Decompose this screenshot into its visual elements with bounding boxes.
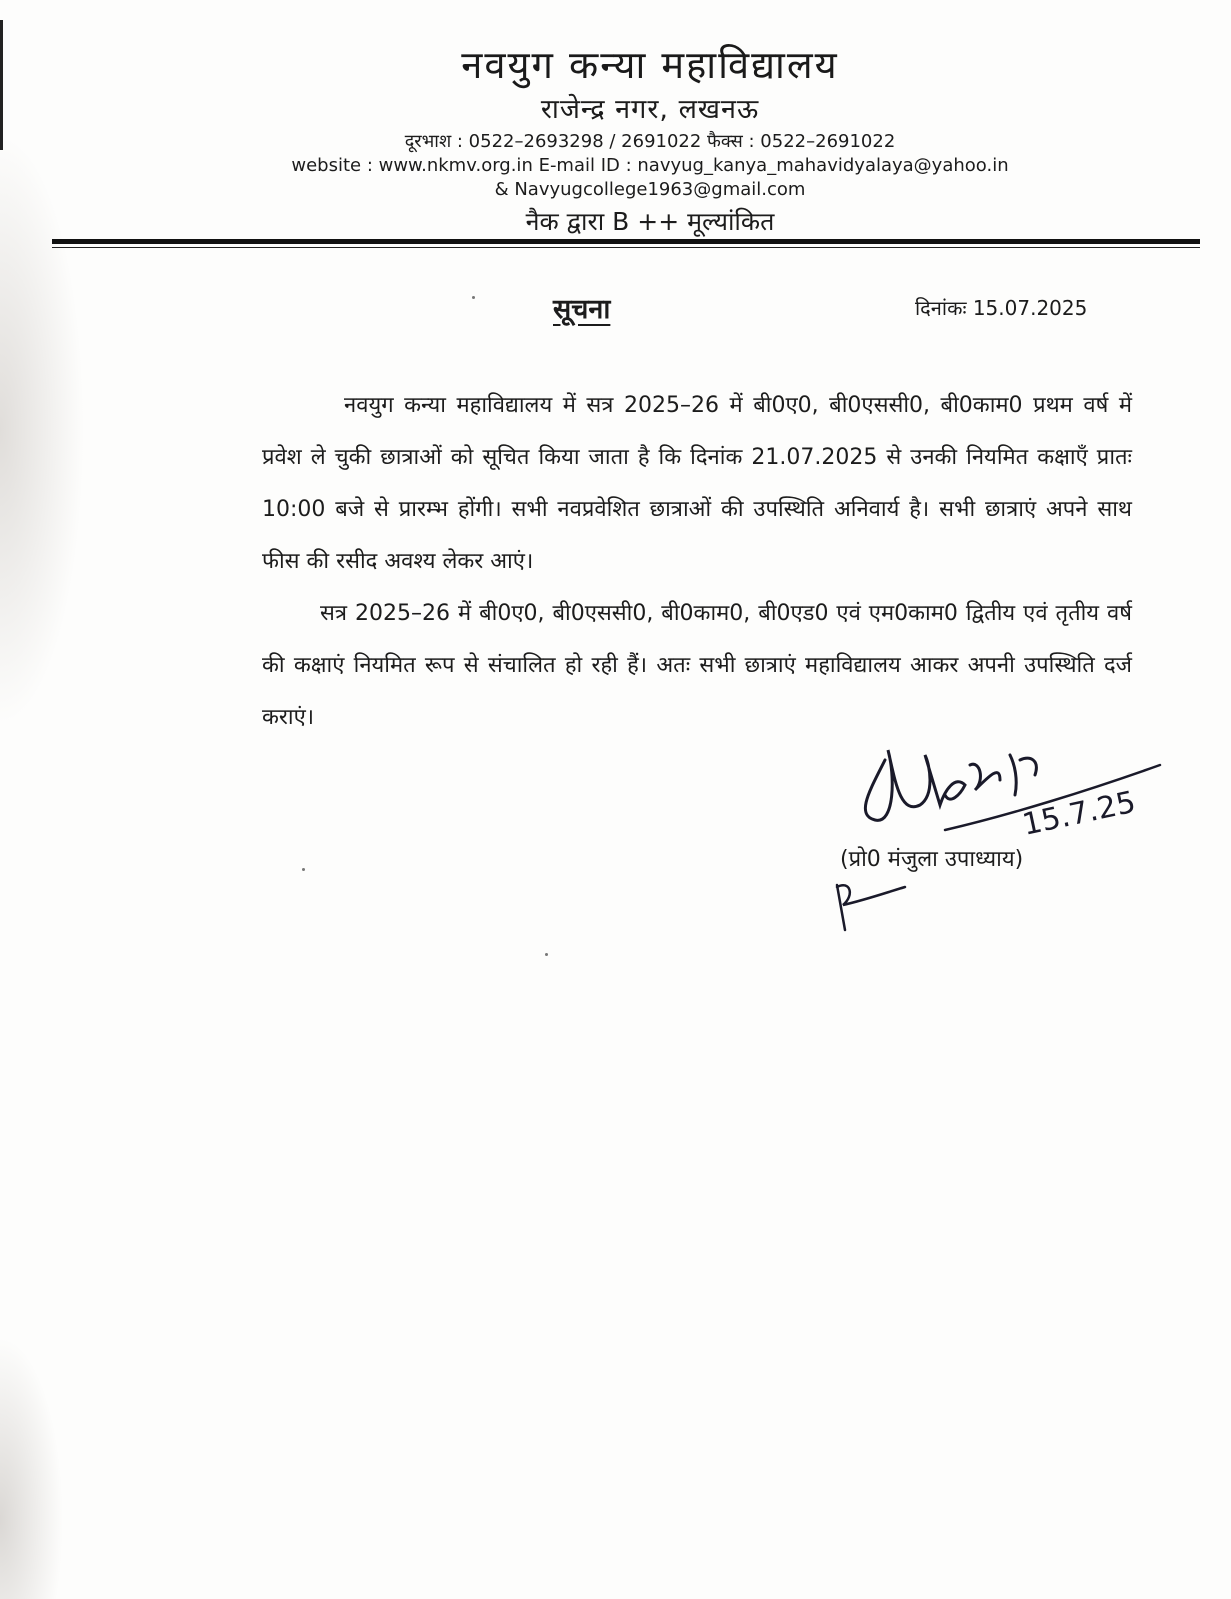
notice-body <box>262 380 1132 744</box>
notice-paragraph-1: नवयुग कन्या महाविद्यालय में सत्र 2025–26 में बी0ए0, बी0एससी0, बी0काम0 प्रथम वर्ष में प्रवेश ले चुकी छात्राओं को सूचित किया जाता है कि दिनांक 21.07.2025 से उनकी नियमित कक्षाएँ प्रातः 10:00 बजे से प्रारम्भ होंगी। सभी नवप्रवेशित छात्राओं की उपस्थिति अनिवार्य है। सभी छात्राएं अपने साथ फीस की रसीद अवश्य लेकर आएं। <box>262 393 1132 574</box>
naac-accreditation: नैक द्वारा B ++ मूल्यांकित <box>525 207 775 236</box>
scan-speck <box>472 296 475 299</box>
signatory-name: (प्रो0 मंजुला उपाध्याय) <box>840 847 1024 872</box>
notice-date: दिनांकः 15.07.2025 <box>915 296 1088 320</box>
notice-paragraph-2: सत्र 2025–26 में बी0ए0, बी0एससी0, बी0काम0, बी0एड0 एवं एम0काम0 द्वितीय एवं तृतीय वर्ष की कक्षाएं नियमित रूप से संचालित हो रही हैं। अतः सभी छात्राएं महाविद्यालय आकर अपनी उपस्थिति दर्ज कराएं। <box>262 601 1132 730</box>
scan-speck <box>302 868 305 871</box>
scan-speck <box>545 953 548 956</box>
handwritten-initial <box>825 875 915 935</box>
letterhead <box>0 40 1231 240</box>
secondary-email-line: & Navyugcollege1963@gmail.com <box>494 179 806 200</box>
college-address: राजेन्द्र नगर, लखनऊ <box>540 94 760 125</box>
header-divider-thick <box>52 239 1200 244</box>
header-divider-thin <box>52 247 1200 248</box>
notice-title: सूचना <box>553 294 611 325</box>
college-name: नवयुग कन्या महाविद्यालय <box>461 43 839 87</box>
website-email-line: website : www.nkmv.org.in E-mail ID : navyug_kanya_mahavidyalaya@yahoo.in <box>291 155 1009 176</box>
phone-fax-line: दूरभाश : 0522–2693298 / 2691022 फैक्स : 0522–2691022 <box>404 131 896 152</box>
signature-date: 15.7.25 <box>1019 784 1139 843</box>
handwritten-signature <box>850 735 1180 855</box>
